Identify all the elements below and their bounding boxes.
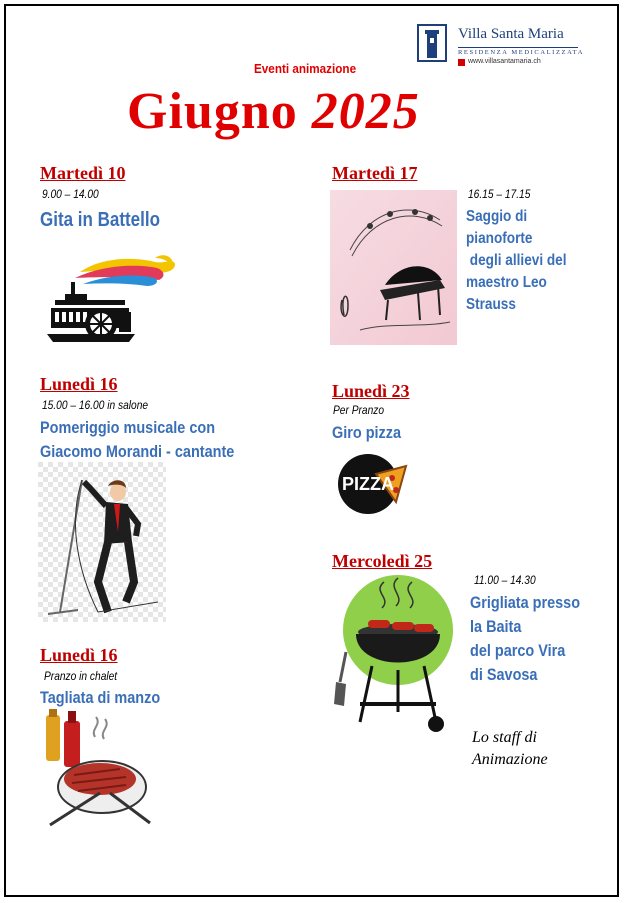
event-title: Pomeriggio musicale con Giacomo Morandi - cantante xyxy=(40,418,235,461)
event-time: 15.00 – 16.00 in salone xyxy=(42,398,149,412)
singer-image xyxy=(38,462,166,622)
logo-url: www.villasantamaria.ch xyxy=(468,58,541,65)
event-title: Grigliata presso la Baita del parco Vira di Savosa xyxy=(470,593,581,684)
event-title: Tagliata di manzo xyxy=(40,688,161,707)
page-title xyxy=(127,82,420,141)
swiss-flag-icon xyxy=(458,59,465,66)
event-time: 9.00 – 14.00 xyxy=(42,187,99,201)
event-date: Lunedì 16 xyxy=(40,645,118,665)
event-date: Lunedì 16 xyxy=(40,374,118,394)
event-time: 16.15 – 17.15 xyxy=(468,187,531,201)
villa-logo-icon xyxy=(417,24,447,62)
logo-name: Villa Santa Maria xyxy=(458,26,564,42)
event-time: Pranzo in chalet xyxy=(44,669,118,683)
piano-image xyxy=(330,190,457,345)
page-subtitle: Eventi animazione xyxy=(254,61,357,76)
event-title: Giro pizza xyxy=(332,423,402,442)
boat-icon xyxy=(45,250,177,342)
pizza-logo-word: PIZZA xyxy=(342,474,394,494)
event-time: Per Pranzo xyxy=(333,403,385,417)
event-title: Saggio di pianoforte degli allievi del maestro Leo Strauss xyxy=(466,208,567,313)
title-year: 2025 xyxy=(311,83,420,140)
event-time: 11.00 – 14.30 xyxy=(474,573,536,587)
event-date: Martedì 10 xyxy=(40,163,126,183)
grill-image xyxy=(332,572,464,742)
logo-divider xyxy=(458,47,578,48)
event-date: Martedì 17 xyxy=(332,163,418,183)
event-date: Lunedì 23 xyxy=(332,381,410,401)
steak-image xyxy=(40,707,155,829)
event-date: Mercoledì 25 xyxy=(332,551,433,571)
title-month: Giugno xyxy=(127,83,298,140)
event-title: Gita in Battello xyxy=(40,209,160,231)
logo-subtitle: RESIDENZA MEDICALIZZATA xyxy=(458,49,585,56)
pizza-icon xyxy=(334,452,410,516)
staff-signature: Lo staff di Animazione xyxy=(472,729,548,768)
pizza-logo xyxy=(334,452,410,516)
